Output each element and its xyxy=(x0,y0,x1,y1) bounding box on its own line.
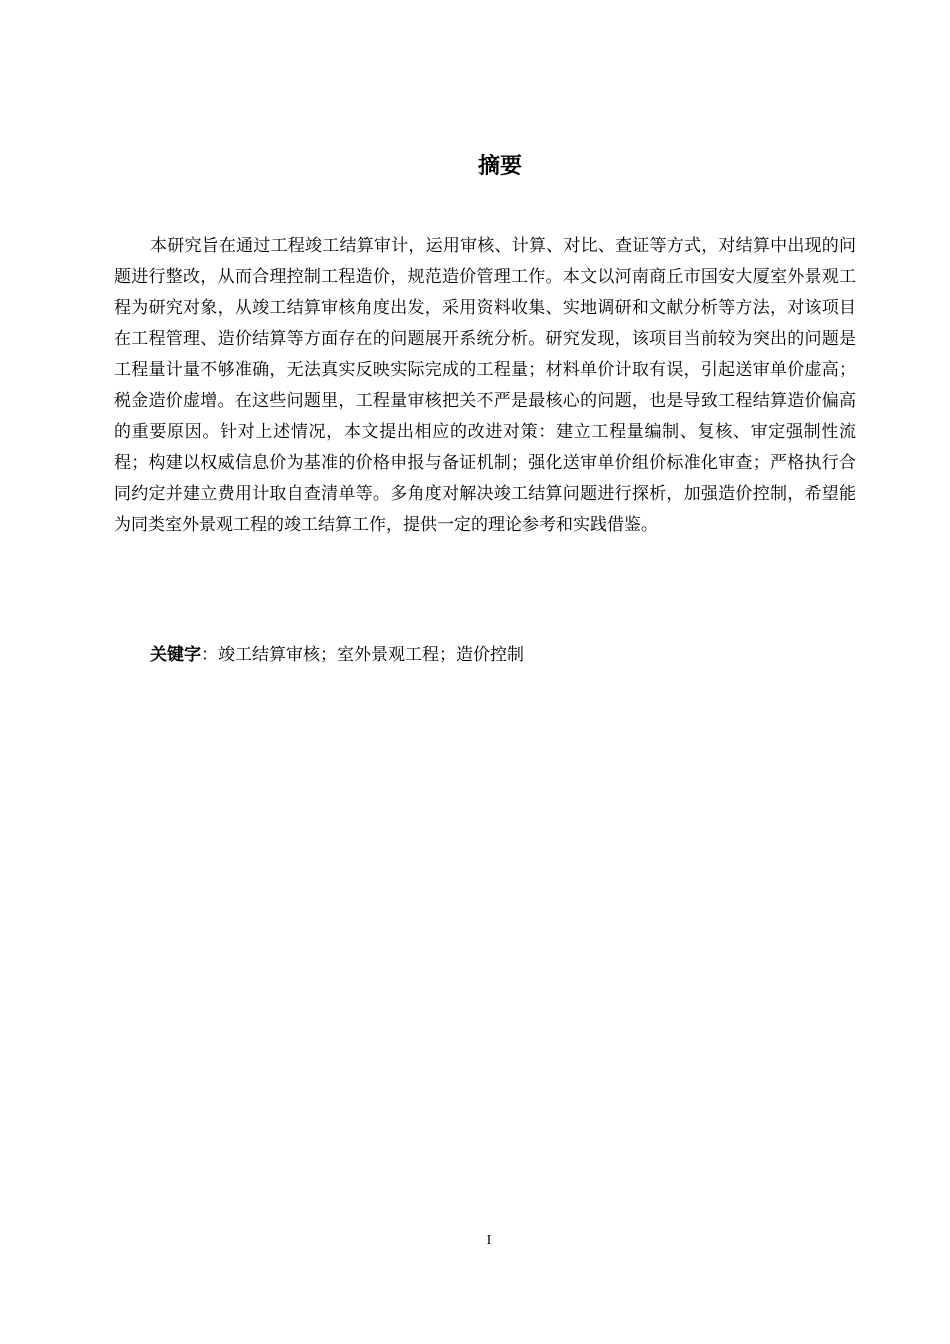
keywords-list: 竣工结算审核；室外景观工程；造价控制 xyxy=(218,645,524,665)
abstract-body: 本研究旨在通过工程竣工结算审计，运用审核、计算、对比、查证等方式，对结算中出现的问题进行整改，从而合理控制工程造价，规范造价管理工作。本文以河南商丘市国安大厦室外景观工程为研究对象，从竣工结算审核角度出发，采用资料收集、实地调研和文献分析等方法，对该项目在工程管理、造价结算等方面存在的问题展开系统分析。研究发现，该项目当前较为突出的问题是工程量计量不够准确，无法真实反映实际完成的工程量；材料单价计取有误，引起送审单价虚高；税金造价虚增。在这些问题里，工程量审核把关不严是最核心的问题，也是导致工程结算造价偏高的重要原因。针对上述情况，本文提出相应的改进对策：建立工程量编制、复核、审定强制性流程；构建以权威信息价为基准的价格申报与备证机制；强化送审单价组价标准化审查；严格执行合同约定并建立费用计取自查清单等。多角度对解决竣工结算问题进行探析，加强造价控制，希望能为同类室外景观工程的竣工结算工作，提供一定的理论参考和实践借鉴。 xyxy=(114,236,856,535)
keywords-label: 关键字 xyxy=(150,645,201,665)
keywords-separator: ： xyxy=(201,645,218,665)
page-number: I xyxy=(486,1233,492,1248)
abstract-title: 摘要 xyxy=(477,154,522,179)
keywords-line xyxy=(150,640,850,671)
